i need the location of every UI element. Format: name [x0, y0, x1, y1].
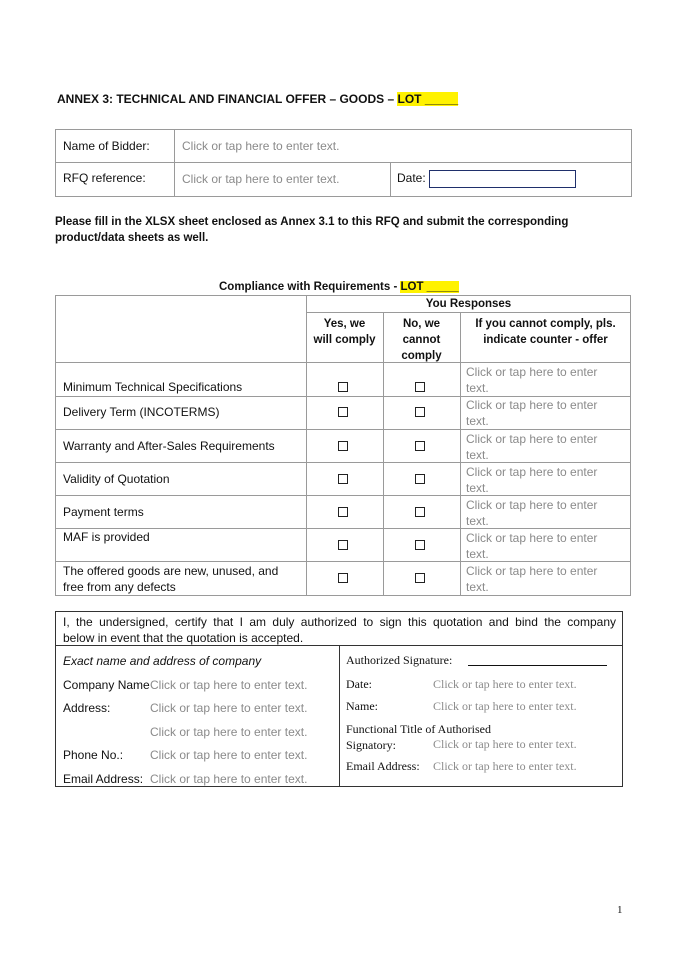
company-heading: Exact name and address of company — [63, 654, 262, 668]
yes-checkbox[interactable] — [338, 382, 348, 392]
no-checkbox[interactable] — [415, 407, 425, 417]
compliance-title: Compliance with Requirements - LOT _____ — [219, 281, 459, 293]
yes-checkbox[interactable] — [338, 573, 348, 583]
responses-header: You Responses — [425, 298, 512, 310]
no-checkbox[interactable] — [415, 441, 425, 451]
signatory-name-field[interactable]: Click or tap here to enter text. — [433, 699, 577, 713]
phone-field[interactable]: Click or tap here to enter text. — [150, 748, 308, 762]
counter-offer-field[interactable]: Click or tap here to enter text. — [466, 398, 598, 428]
functional-title-field[interactable]: Click or tap here to enter text. — [433, 737, 577, 751]
counter-offer-field[interactable]: Click or tap here to enter text. — [466, 432, 598, 462]
yes-checkbox[interactable] — [338, 474, 348, 484]
counter-offer-field[interactable]: Click or tap here to enter text. — [466, 564, 598, 594]
date-field[interactable] — [429, 170, 576, 188]
company-name-label: Company Name — [63, 678, 150, 692]
signatory-email-label: Email Address: — [346, 759, 420, 773]
table-row-label: Warranty and After-Sales Requirements — [63, 439, 275, 453]
sign-date-label: Date: — [346, 677, 372, 691]
date-label: Date: — [397, 171, 426, 185]
yes-checkbox[interactable] — [338, 407, 348, 417]
rfq-reference-field[interactable]: Click or tap here to enter text. — [182, 172, 340, 186]
table-row-label: Delivery Term (INCOTERMS) — [63, 405, 220, 419]
table-row-label: The offered goods are new, unused, and free from any defects — [63, 564, 279, 594]
yes-checkbox[interactable] — [338, 441, 348, 451]
no-checkbox[interactable] — [415, 540, 425, 550]
table-row-label: MAF is provided — [63, 530, 150, 544]
sign-date-field[interactable]: Click or tap here to enter text. — [433, 677, 577, 691]
counter-offer-field[interactable]: Click or tap here to enter text. — [466, 365, 598, 395]
company-name-field[interactable]: Click or tap here to enter text. — [150, 678, 308, 692]
instruction-line-2: product/data sheets as well. — [55, 232, 209, 244]
address-field-1[interactable]: Click or tap here to enter text. — [150, 701, 308, 715]
bidder-name-field[interactable]: Click or tap here to enter text. — [182, 139, 340, 153]
address-label: Address: — [63, 701, 111, 715]
col-yes-header: Yes, we will comply — [313, 318, 376, 346]
functional-title-label: Functional Title of Authorised Signatory: — [346, 722, 492, 752]
compliance-lot[interactable]: LOT _____ — [400, 281, 459, 293]
rfq-reference-label: RFQ reference: — [63, 171, 146, 185]
col-counter-header: If you cannot comply, pls. indicate counter - offer — [475, 318, 616, 346]
table-row-label: Minimum Technical Specifications — [63, 380, 243, 394]
counter-offer-field[interactable]: Click or tap here to enter text. — [466, 498, 598, 528]
email-label: Email Address: — [63, 772, 144, 786]
certify-statement: I, the undersigned, certify that I am duly authorized to sign this quotation and bind the company below in event that the quotation is accepted. — [63, 615, 616, 645]
yes-checkbox[interactable] — [338, 507, 348, 517]
page-title: ANNEX 3: TECHNICAL AND FINANCIAL OFFER – GOODS – LOT _____ — [57, 92, 459, 106]
signatory-email-field[interactable]: Click or tap here to enter text. — [433, 759, 577, 773]
title-lot[interactable]: LOT _____ — [397, 92, 459, 106]
table-row-label: Validity of Quotation — [63, 472, 170, 486]
instruction-line-1: Please fill in the XLSX sheet enclosed as Annex 3.1 to this RFQ and submit the corresponding — [55, 216, 569, 228]
email-field[interactable]: Click or tap here to enter text. — [150, 772, 308, 786]
yes-checkbox[interactable] — [338, 540, 348, 550]
signatory-name-label: Name: — [346, 699, 378, 713]
no-checkbox[interactable] — [415, 474, 425, 484]
phone-label: Phone No.: — [63, 748, 124, 762]
col-no-header: No, we cannot comply — [401, 318, 442, 362]
no-checkbox[interactable] — [415, 573, 425, 583]
signature-line[interactable] — [468, 665, 607, 666]
no-checkbox[interactable] — [415, 382, 425, 392]
counter-offer-field[interactable]: Click or tap here to enter text. — [466, 465, 598, 495]
no-checkbox[interactable] — [415, 507, 425, 517]
address-field-2[interactable]: Click or tap here to enter text. — [150, 725, 308, 739]
bidder-name-label: Name of Bidder: — [63, 139, 150, 153]
table-row-label: Payment terms — [63, 505, 144, 519]
counter-offer-field[interactable]: Click or tap here to enter text. — [466, 531, 598, 561]
authorized-signature-label: Authorized Signature: — [346, 653, 453, 667]
page-number: 1 — [617, 904, 623, 916]
